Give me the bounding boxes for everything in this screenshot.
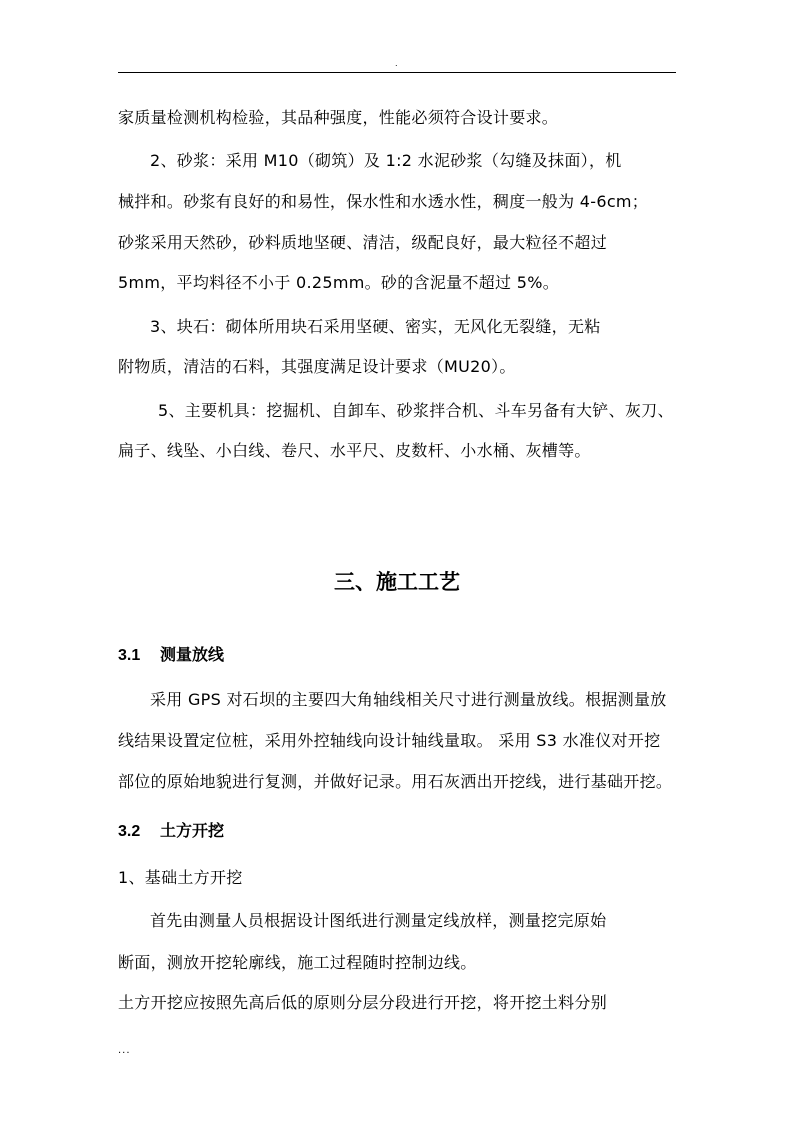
subsection-heading-3-1 <box>118 645 224 666</box>
paragraph-line: 首先由测量人员根据设计图纸进行测量定线放样，测量挖完原始 <box>150 911 607 930</box>
paragraph-line: 砂浆采用天然砂，砂料质地坚硬、清洁，级配良好，最大粒径不超过 <box>118 233 608 252</box>
paragraph-line: 5mm，平均料径不小于 0.25mm。砂的含泥量不超过 5%。 <box>118 273 560 292</box>
section-title: 三、施工工艺 <box>334 569 460 594</box>
paragraph-line: 2、砂浆：采用 M10（砌筑）及 1:2 水泥砂浆（勾缝及抹面），机 <box>150 151 622 170</box>
paragraph-line: 采用 GPS 对石坝的主要四大角轴线相关尺寸进行测量放线。根据测量放 <box>150 690 667 709</box>
paragraph-line: 附物质，清洁的石料，其强度满足设计要求（MU20）。 <box>118 357 516 376</box>
paragraph-line: 5、主要机具：挖掘机、自卸车、砂浆拌合机、斗车另备有大铲、灰刀、 <box>158 401 674 420</box>
paragraph-line: 3、块石：砌体所用块石采用坚硬、密实，无风化无裂缝，无粘 <box>150 317 601 336</box>
paragraph-line: 断面，测放开挖轮廓线，施工过程随时控制边线。 <box>118 953 477 972</box>
list-item-heading: 1、基础土方开挖 <box>118 868 243 887</box>
subsection-title: 土方开挖 <box>160 821 225 840</box>
paragraph-line: 家质量检测机构检验，其品种强度，性能必须符合设计要求。 <box>118 108 559 127</box>
header-rule <box>118 72 676 73</box>
header-mark: . <box>395 59 398 68</box>
subsection-number: 3.2 <box>118 823 141 840</box>
paragraph-line: 扁子、线坠、小白线、卷尺、水平尺、皮数杆、小水桶、灰槽等。 <box>118 441 591 460</box>
paragraph-line: 部位的原始地貌进行复测，并做好记录。用石灰洒出开挖线，进行基础开挖。 <box>118 772 673 791</box>
paragraph-line: 械拌和。砂浆有良好的和易性，保水性和水透水性，稠度一般为 4-6cm； <box>118 192 649 211</box>
subsection-number: 3.1 <box>118 647 141 664</box>
footer-marker: ... <box>118 1045 131 1056</box>
paragraph-line: 土方开挖应按照先高后低的原则分层分段进行开挖，将开挖土料分别 <box>118 993 608 1012</box>
subsection-heading-3-2 <box>118 821 224 842</box>
subsection-title: 测量放线 <box>160 645 225 664</box>
paragraph-line: 线结果设置定位桩，采用外控轴线向设计轴线量取。 采用 S3 水准仪对开挖 <box>118 731 661 750</box>
